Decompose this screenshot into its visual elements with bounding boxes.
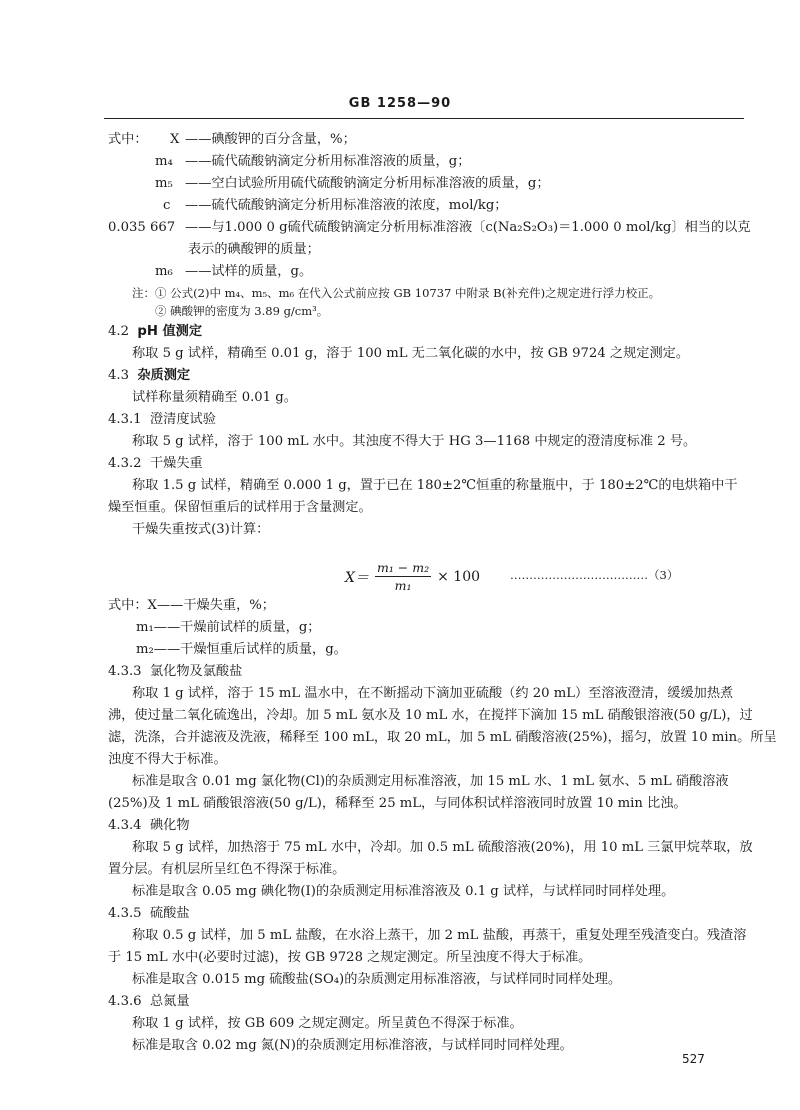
section-heading: 4.3.1 澄清度试验 (108, 412, 216, 427)
section-body: 于 15 mL 水中(必要时过滤)，按 GB 9728 之规定测定。所呈浊度不得大于标准。 (108, 950, 592, 965)
where-text: ——空白试验所用硫代硫酸钠滴定分析用标准溶液的质量，g； (185, 176, 550, 191)
section-body: 称取 0.5 g 试样，加 5 mL 盐酸，在水浴上蒸干，加 2 mL 盐酸，再蒸干，重复处理至残渣变白。残渣溶 (132, 928, 747, 943)
where-sym: m₆ (155, 264, 173, 279)
where-text: ——与1.000 0 g硫代硫酸钠滴定分析用标准溶液〔c(Na₂S₂O₃)＝1.000 0 mol/kg〕相当的以克 (185, 220, 751, 235)
section-body: 称取 5 g 试样，溶于 100 mL 水中。其浊度不得大于 HG 3—1168 中规定的澄清度标准 2 号。 (132, 434, 697, 449)
formula-fraction (375, 560, 431, 593)
where-sym: m₄ (155, 154, 173, 169)
where2-row: m₂——干燥恒重后试样的质量，g。 (136, 642, 347, 657)
section-body: 称取 5 g 试样，加热溶于 75 mL 水中，冷却。加 0.5 mL 硫酸溶液(20%)，用 10 mL 三氯甲烷萃取，放 (132, 840, 753, 855)
formula-tag: ………………………………（3） (510, 568, 679, 582)
formula-rhs: × 100 (437, 568, 481, 585)
where-intro: 式中： (108, 132, 148, 147)
note-1: 注：① 公式(2)中 m₄、m₅、m₆ 在代入公式前应按 GB 10737 中附录 B(补充件)之规定进行浮力校正。 (132, 286, 661, 300)
section-body: 称取 5 g 试样，精确至 0.01 g，溶于 100 mL 无二氧化碳的水中，按 GB 9724 之规定测定。 (132, 346, 690, 361)
section-body: 标准是取含 0.01 mg 氯化物(Cl)的杂质测定用标准溶液，加 15 mL 水、1 mL 氨水、5 mL 硝酸溶液 (132, 774, 729, 789)
formula-lhs: X＝ (345, 569, 369, 586)
section-heading: 4.2 pH 值测定 (108, 324, 203, 339)
section-heading: 4.3.2 干燥失重 (108, 456, 203, 471)
section-body: 浊度不得大于标准。 (108, 752, 227, 767)
page-header: GB 1258—90 (348, 96, 452, 111)
section-heading: 4.3 杂质测定 (108, 368, 191, 383)
where-sym: c (163, 198, 171, 213)
section-body: 滤，洗涤，合并滤液及洗液，稀释至 100 mL，取 20 mL，加 5 mL 硝酸溶液(25%)，摇匀，放置 10 min。所呈 (108, 730, 777, 745)
section-body: 燥至恒重。保留恒重后的试样用于含量测定。 (108, 500, 372, 515)
where-text: ——硫代硫酸钠滴定分析用标准溶液的质量，g； (185, 154, 471, 169)
section-body: 标准是取含 0.015 mg 硫酸盐(SO₄)的杂质测定用标准溶液，与试样同时同样处理。 (132, 972, 622, 987)
formula-denominator: m₁ (394, 578, 412, 593)
section-heading: 4.3.5 硫酸盐 (108, 906, 190, 921)
section-body: 称取 1 g 试样，溶于 15 mL 温水中，在不断摇动下滴加亚硫酸（约 20 mL）至溶液澄清，缓缓加热煮 (132, 686, 734, 701)
where2-intro: 式中：X——干燥失重，%； (108, 598, 275, 613)
section-heading: 4.3.4 碘化物 (108, 818, 190, 833)
header-rule (104, 118, 744, 119)
section-body: 沸，使过量二氧化硫逸出，冷却。加 5 mL 氨水及 10 mL 水，在搅拌下滴加 15 mL 硝酸银溶液(50 g/L)，过 (108, 708, 753, 723)
section-body: 置分层。有机层所呈红色不得深于标准。 (108, 862, 346, 877)
where-sym: X (170, 132, 180, 147)
section-body: 称取 1.5 g 试样，精确至 0.000 1 g，置于已在 180±2℃恒重的称量瓶中，于 180±2℃的电烘箱中干 (132, 478, 738, 493)
section-body: 干燥失重按式(3)计算： (132, 522, 270, 537)
formula-3 (345, 560, 480, 593)
where-sym: m₅ (155, 176, 173, 191)
where2-row: m₁——干燥前试样的质量，g； (136, 620, 321, 635)
section-heading: 4.3.6 总氮量 (108, 994, 190, 1009)
where-sym: 0.035 667 (108, 220, 176, 235)
where-text: ——硫代硫酸钠滴定分析用标准溶液的浓度，mol/kg； (185, 198, 508, 213)
section-body: 标准是取含 0.02 mg 氮(N)的杂质测定用标准溶液，与试样同时同样处理。 (132, 1038, 573, 1053)
section-body: 称取 1 g 试样，按 GB 609 之规定测定。所呈黄色不得深于标准。 (132, 1016, 523, 1031)
where-text: 表示的碘酸钾的质量； (188, 242, 320, 257)
section-body: 试样称量须精确至 0.01 g。 (132, 390, 297, 405)
where-text: ——碘酸钾的百分含量，%； (185, 132, 356, 147)
section-body: (25%)及 1 mL 硝酸银溶液(50 g/L)，稀释至 25 mL，与同体积试样溶液同时放置 10 min 比浊。 (108, 796, 687, 811)
note-2: ② 碘酸钾的密度为 3.89 g/cm³。 (155, 304, 329, 318)
page-number: 527 (682, 1052, 705, 1066)
section-body: 标准是取含 0.05 mg 碘化物(I)的杂质测定用标准溶液及 0.1 g 试样，与试样同时同样处理。 (132, 884, 675, 899)
section-heading: 4.3.3 氯化物及氯酸盐 (108, 664, 243, 679)
where-text: ——试样的质量，g。 (185, 264, 313, 279)
formula-numerator: m₁ − m₂ (376, 560, 430, 575)
